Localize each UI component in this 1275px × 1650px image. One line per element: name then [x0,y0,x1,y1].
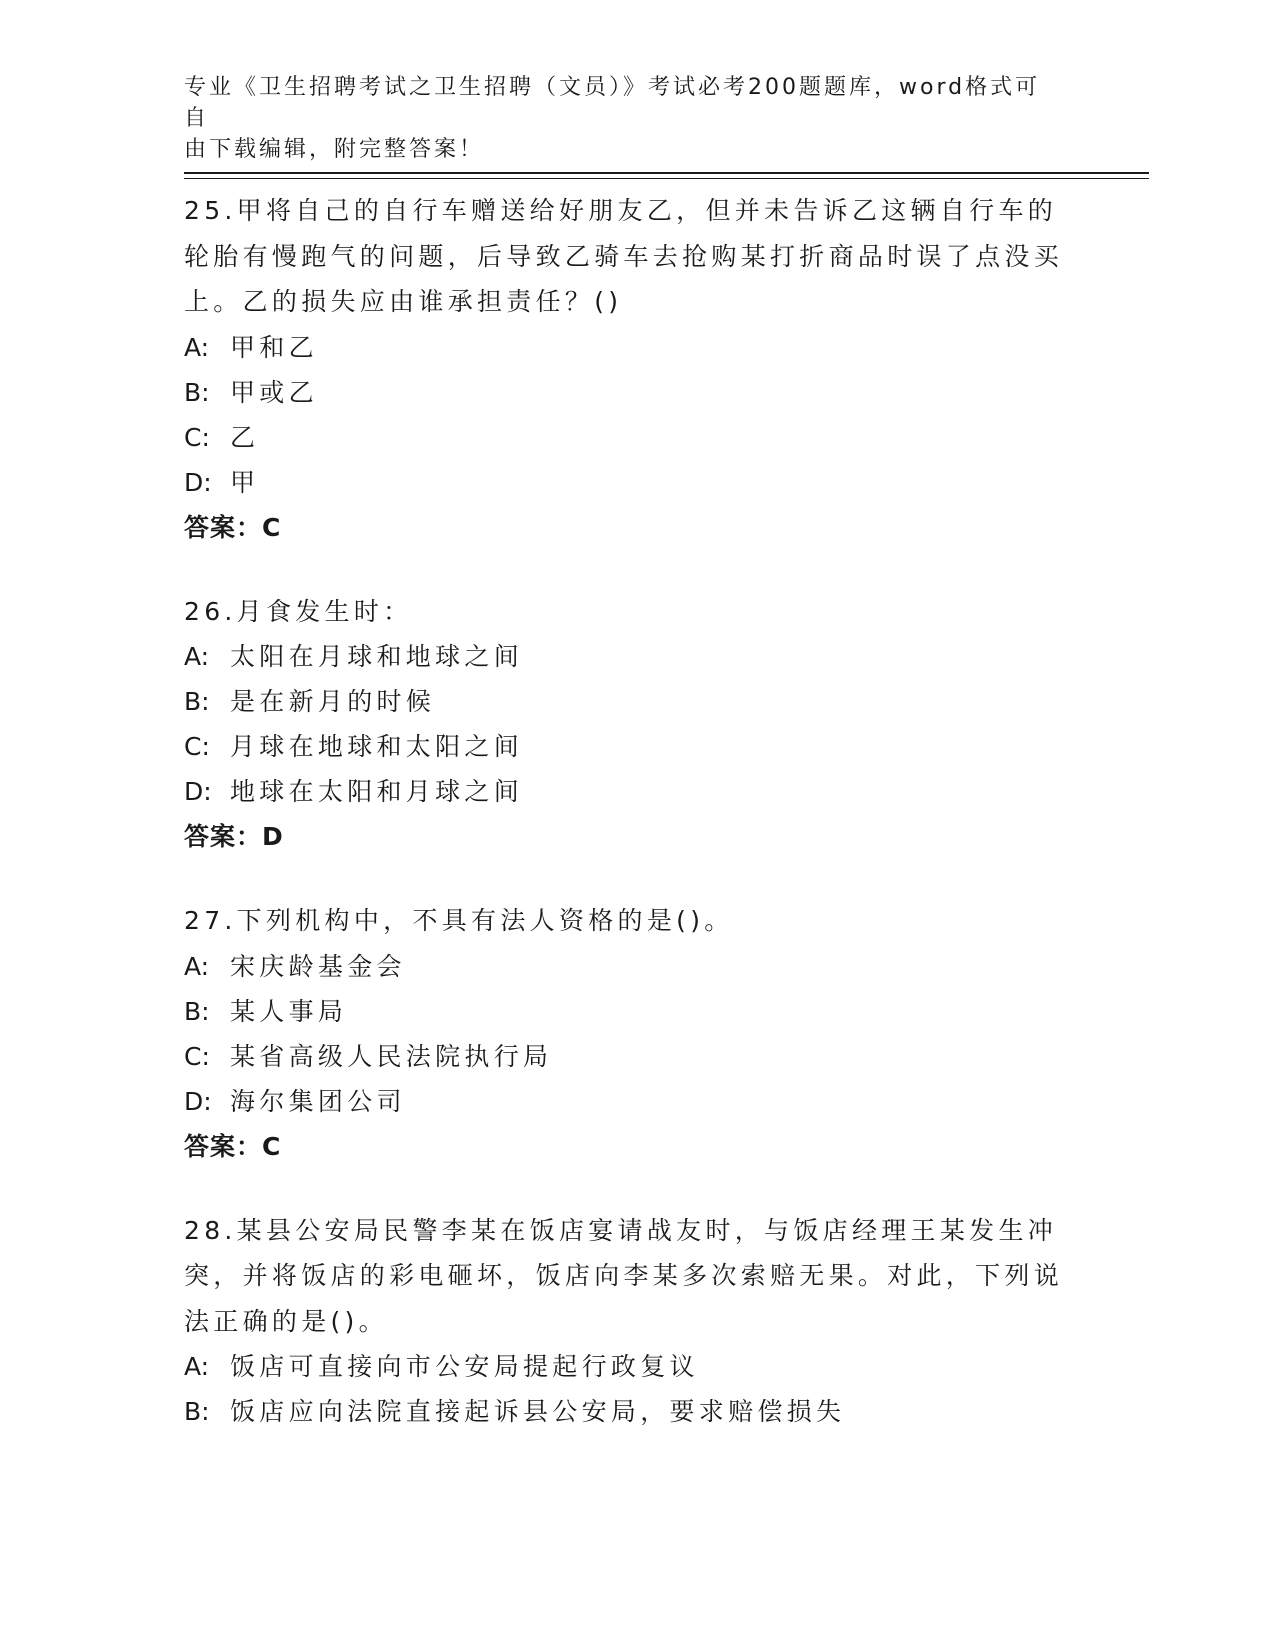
question-27 [184,898,1084,1169]
question-list [184,188,1084,1473]
option-text: 太阳在月球和地球之间 [230,642,524,671]
option-key: B: [184,1397,210,1426]
option-text: 某省高级人民法院执行局 [230,1041,553,1071]
header-line-2: 由下载编辑，附完整答案！ [184,137,485,162]
option-c [184,415,1084,460]
option-text: 乙 [230,422,260,452]
option-text: 是在新月的时候 [230,687,436,716]
option-a [184,325,1084,370]
option-text: 宋庆龄基金会 [230,951,406,981]
option-key: D: [184,1086,212,1116]
answer-line: 答案：D [184,822,284,851]
option-key: B: [184,377,210,407]
option-b [184,679,1084,724]
option-text: 甲 [230,467,260,497]
option-key: A: [184,951,210,981]
answer-line: 答案：C [184,512,282,542]
header-divider-thin [184,178,1149,179]
option-a [184,634,1084,679]
option-c [184,724,1084,769]
option-key: C: [184,422,210,452]
option-text: 某人事局 [230,996,348,1026]
option-text: 甲和乙 [230,332,318,362]
option-text: 海尔集团公司 [230,1086,406,1116]
option-key: C: [184,732,210,761]
option-key: B: [184,687,210,716]
option-text: 地球在太阳和月球之间 [230,777,524,806]
option-key: A: [184,1352,210,1381]
option-text: 饭店可直接向市公安局提起行政复议 [230,1352,699,1381]
option-key: A: [184,642,210,671]
option-b [184,370,1084,415]
option-c [184,1034,1084,1079]
option-text: 饭店应向法院直接起诉县公安局，要求赔偿损失 [230,1397,846,1426]
question-stem: 28.某县公安局民警李某在饭店宴请战友时，与饭店经理王某发生冲突，并将饭店的彩电砸坏，饭店向李某多次索赔无果。对此，下列说法正确的是()。 [184,1215,1064,1336]
question-25 [184,188,1084,550]
option-key: D: [184,467,212,497]
option-b [184,989,1084,1034]
option-text: 甲或乙 [230,377,318,407]
option-a [184,944,1084,989]
option-a [184,1344,1084,1389]
question-stem: 26.月食发生时： [184,596,413,626]
option-key: A: [184,332,210,362]
header-line-1: 专业《卫生招聘考试之卫生招聘（文员）》考试必考200题题库，word格式可自 [184,75,1041,131]
option-d [184,460,1084,505]
answer-line: 答案：C [184,1131,282,1161]
document-header [184,72,1064,165]
option-d [184,1079,1084,1124]
option-d [184,769,1084,814]
question-26 [184,589,1084,860]
option-text: 月球在地球和太阳之间 [230,732,524,761]
header-divider-thick [184,172,1149,174]
question-stem: 25.甲将自己的自行车赠送给好朋友乙，但并未告诉乙这辆自行车的轮胎有慢跑气的问题，后导致乙骑车去抢购某打折商品时误了点没买上。乙的损失应由谁承担责任？() [184,196,1064,316]
option-key: C: [184,1041,210,1071]
option-b [184,1389,1084,1434]
question-stem: 27.下列机构中，不具有法人资格的是()。 [184,906,734,935]
option-key: B: [184,996,210,1026]
question-28 [184,1208,1084,1435]
option-key: D: [184,777,212,806]
